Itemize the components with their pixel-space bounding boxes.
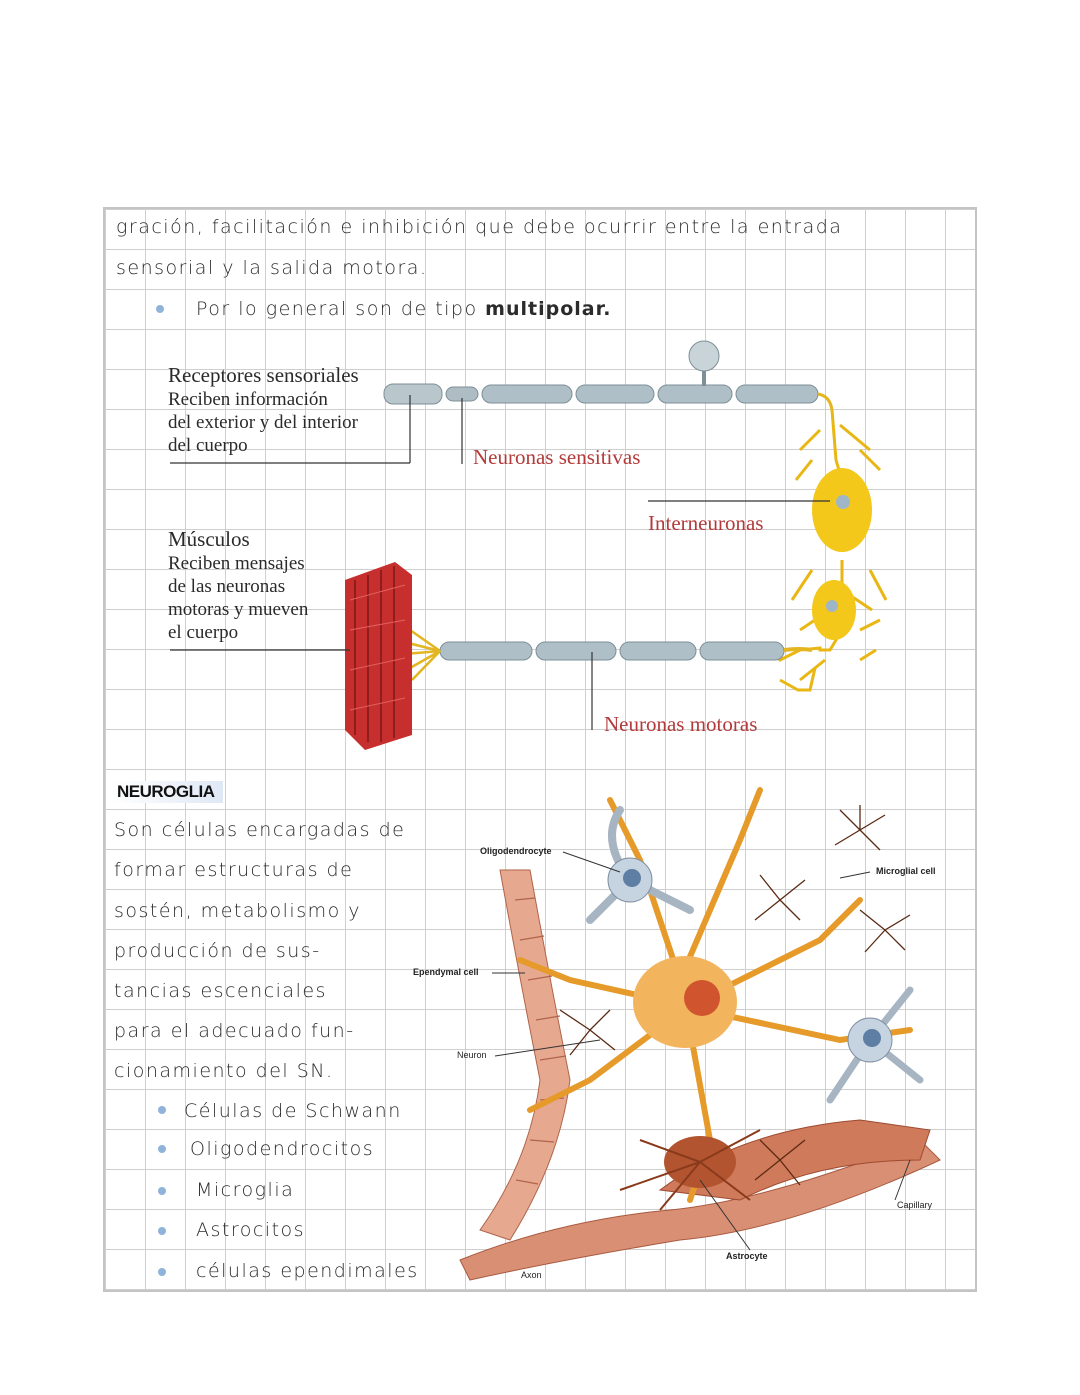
sensory-desc-2: del exterior y del interior xyxy=(168,412,358,433)
interneuron-nucleus xyxy=(836,495,850,509)
muscle-bundle xyxy=(345,562,412,750)
neuroglia-desc-6: para el adecuado fun- xyxy=(114,1020,355,1042)
glial-cells-illustration xyxy=(440,780,970,1290)
interneurons-label: Interneuronas xyxy=(648,511,764,535)
interneuron-body xyxy=(812,468,872,552)
glia-item-ependymal: células ependimales xyxy=(196,1260,419,1282)
sensory-desc-1: Reciben información xyxy=(168,389,328,410)
ependymal-cells xyxy=(480,870,570,1240)
muscles-desc-1: Reciben mensajes xyxy=(168,553,305,574)
neuroglia-desc-1: Son células encargadas de xyxy=(114,819,406,841)
sensory-neurons-label: Neuronas sensitivas xyxy=(473,445,641,469)
neuroglia-desc-5: tancias escenciales xyxy=(114,980,327,1002)
muscles-desc-4: el cuerpo xyxy=(168,622,239,643)
bullet-icon xyxy=(158,1145,166,1153)
intro-bullet xyxy=(196,298,611,320)
intro-bullet-text: Por lo general son de tipo xyxy=(196,298,478,320)
glia-item-schwann: Células de Schwann xyxy=(184,1100,402,1122)
sensory-receptors-title: Receptores sensoriales xyxy=(168,363,359,387)
neuroglia-desc-4: producción de sus- xyxy=(114,940,321,962)
label-axon: Axon xyxy=(521,1270,542,1280)
intro-line-2: sensorial y la salida motora. xyxy=(116,257,428,279)
label-oligodendrocyte: Oligodendrocyte xyxy=(480,846,552,856)
muscles-title: Músculos xyxy=(168,527,250,551)
muscles-desc-3: motoras y mueven xyxy=(168,599,309,620)
interneuron-nucleus-2 xyxy=(826,600,838,612)
label-capillary: Capillary xyxy=(897,1200,933,1210)
intro-line-1: gración, facilitación e inhibición que debe ocurrir entre la entrada xyxy=(116,216,843,238)
bullet-icon xyxy=(158,1268,166,1276)
motor-axon xyxy=(404,630,812,680)
sensory-axon xyxy=(384,341,832,410)
glia-item-microglia: Microglia xyxy=(196,1179,295,1201)
neuroglia-desc-3: sostén, metabolismo y xyxy=(114,900,362,922)
label-ependymal-cell: Ependymal cell xyxy=(413,967,479,977)
bullet-icon xyxy=(156,305,164,313)
bullet-icon xyxy=(158,1227,166,1235)
motor-neurons-label: Neuronas motoras xyxy=(604,712,758,736)
label-astrocyte: Astrocyte xyxy=(726,1251,768,1261)
oligodendrocyte xyxy=(590,810,690,920)
neuron-pathway-diagram xyxy=(0,330,1080,770)
bullet-icon xyxy=(158,1187,166,1195)
sensory-desc-3: del cuerpo xyxy=(168,435,248,456)
oligodendrocyte-2 xyxy=(830,990,920,1100)
muscles-desc-2: de las neuronas xyxy=(168,576,286,597)
label-microglial-cell: Microglial cell xyxy=(876,866,936,876)
neuron-nucleus xyxy=(684,980,720,1016)
intro-bullet-bold: multipolar. xyxy=(485,298,612,320)
neuroglia-desc-7: cionamiento del SN. xyxy=(114,1060,334,1082)
neuroglia-heading: NEUROGLIA xyxy=(113,781,223,803)
bullet-icon xyxy=(158,1106,166,1114)
label-neuron: Neuron xyxy=(457,1050,487,1060)
glia-item-oligodendrocytes: Oligodendrocitos xyxy=(190,1138,375,1160)
neuroglia-desc-2: formar estructuras de xyxy=(114,859,354,881)
glia-item-astrocytes: Astrocitos xyxy=(196,1219,306,1241)
